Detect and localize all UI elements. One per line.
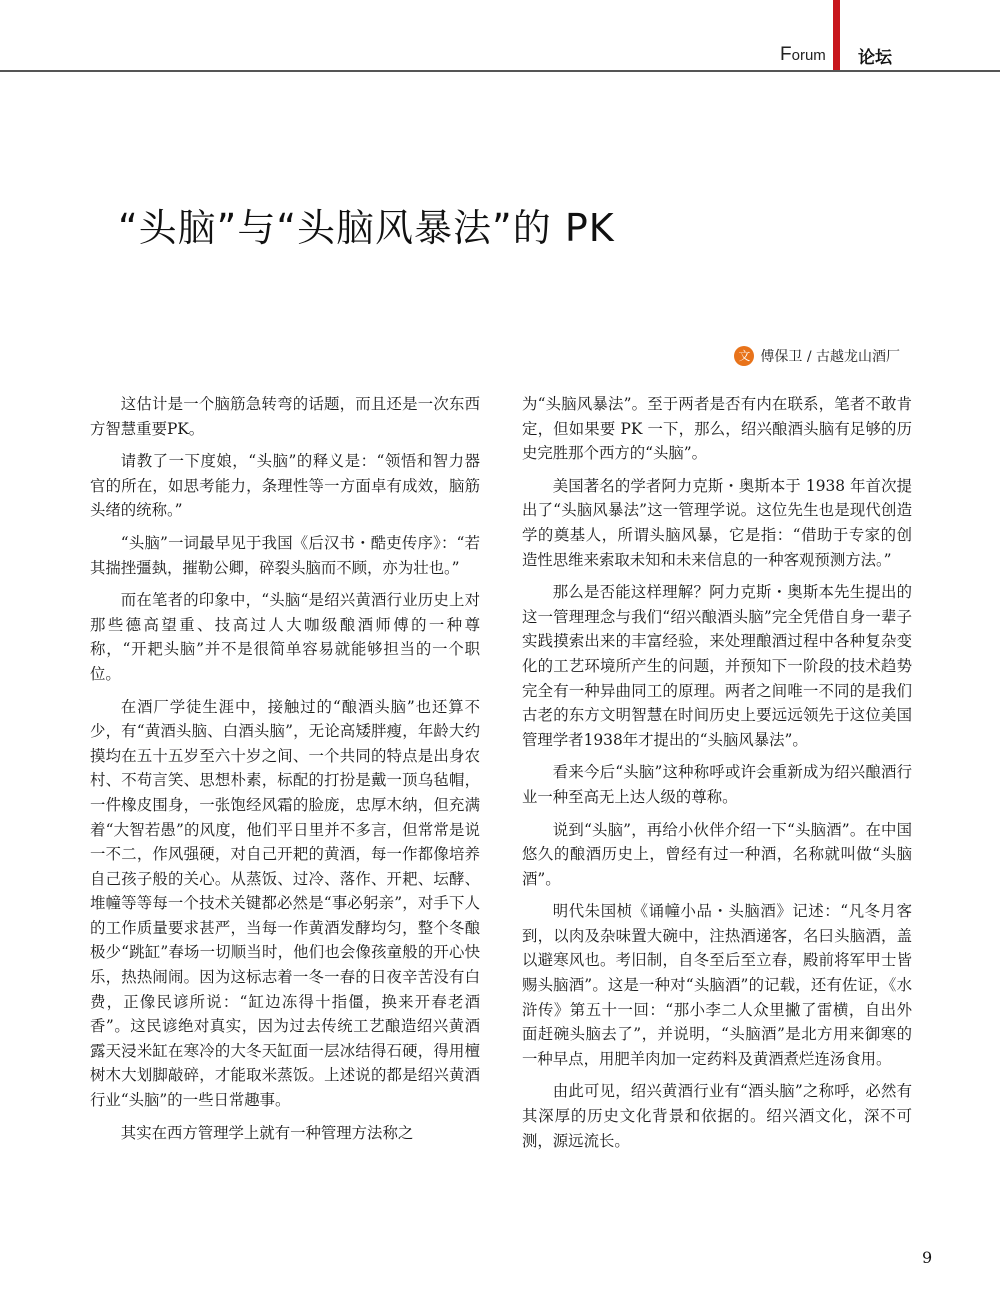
paragraph: “头脑”一词最早见于我国《后汉书・酷吏传序》：“若其揣挫彊埶，摧勒公卿，碎裂头脑而不顾，亦为壮也。” bbox=[90, 533, 480, 577]
header-rule bbox=[0, 70, 1000, 72]
paragraph: 由此可见，绍兴黄酒行业有“酒头脑”之称呼，必然有其深厚的历史文化背景和依据的。绍兴酒文化，深不可测，源远流长。 bbox=[522, 1082, 912, 1150]
byline-mark-icon: 文 bbox=[734, 346, 754, 366]
paragraph: 这估计是一个脑筋急转弯的话题，而且还是一次东西方智慧重要PK。 bbox=[90, 395, 480, 438]
body-column-right bbox=[522, 392, 912, 1161]
paragraph: 请教了一下度娘，“头脑”的释义是：“领悟和智力器官的所在，如思考能力，条理性等一方面卓有成效，脑筋头绪的统称。” bbox=[90, 452, 480, 520]
section-label-cn: 论坛 bbox=[858, 48, 892, 68]
section-label-en-rest: orum bbox=[791, 47, 826, 64]
article-title: “头脑”与“头脑风暴法”的 PK bbox=[118, 206, 615, 251]
paragraph: 美国著名的学者阿力克斯・奥斯本于 1938 年首次提出了“头脑风暴法”这一管理学说。这位先生也是现代创造学的奠基人，所谓头脑风暴，它是指：“借助于专家的创造性思维来索取未知和未来信息的一种客观预测方法。” bbox=[522, 476, 912, 569]
section-label-en bbox=[780, 44, 826, 66]
byline-author: 傅保卫 / 古越龙山酒厂 bbox=[760, 349, 900, 365]
body-column-left bbox=[90, 392, 480, 1153]
paragraph: 看来今后“头脑”这种称呼或许会重新成为绍兴酿酒行业一种至高无上达人级的尊称。 bbox=[522, 763, 912, 806]
paragraph: 说到“头脑”，再给小伙伴介绍一下“头脑酒”。在中国悠久的酿酒历史上，曾经有过一种酒，名称就叫做“头脑酒”。 bbox=[522, 820, 912, 888]
paragraph: 明代朱国桢《诵幢小品・头脑酒》记述：“凡冬月客到，以肉及杂味置大碗中，注热酒递客，名曰头脑酒，盖以避寒风也。考旧制，自冬至后至立春，殿前将军甲士皆赐头脑酒”。这是一种对“头脑酒”的记载，还有佐证，《水浒传》第五十一回：“那小李二人众里撇了雷横，自出外面赶碗头脑去了”，并说明，“头脑酒”是北方用来御寒的一种早点，用肥羊肉加一定药料及黄酒煮烂连汤食用。 bbox=[522, 902, 912, 1068]
paragraph-continued: 为“头脑风暴法”。至于两者是否有内在联系，笔者不敢肯定，但如果要 PK 一下，那么，绍兴酿酒头脑有足够的历史完胜那个西方的“头脑”。 bbox=[522, 395, 912, 463]
byline bbox=[734, 346, 900, 366]
paragraph: 那么是否能这样理解？阿力克斯・奥斯本先生提出的这一管理理念与我们“绍兴酿酒头脑”完全凭借自身一辈子实践摸索出来的丰富经验，来处理酿酒过程中各种复杂变化的工艺环境所产生的问题，并预知下一阶段的技术趋势完全有一种异曲同工的原理。两者之间唯一不同的是我们古老的东方文明智慧在时间历史上要远远领先于这位美国管理学者1938年才提出的“头脑风暴法”。 bbox=[522, 583, 912, 749]
page-number: 9 bbox=[922, 1248, 933, 1267]
paragraph: 其实在西方管理学上就有一种管理方法称之 bbox=[120, 1123, 414, 1142]
header-accent-bar bbox=[833, 0, 840, 72]
paragraph: 而在笔者的印象中，“头脑“是绍兴黄酒行业历史上对那些德高望重、技高过人大咖级酿酒师傅的一种尊称，“开耙头脑”并不是很简单容易就能够担当的一个职位。 bbox=[90, 591, 480, 683]
paragraph: 在酒厂学徒生涯中，接触过的“酿酒头脑”也还算不少，有“黄酒头脑、白酒头脑”，无论高矮胖瘦，年龄大约摸均在五十五岁至六十岁之间、一个共同的特点是出身农村、不苟言笑、思想朴素，标配的打扮是戴一顶乌毡帽，一件橡皮围身，一张饱经风霜的脸庞，忠厚木纳，但充满着“大智若愚”的风度，他们平日里并不多言，但常常是说一不二，作风强硬，对自己开耙的黄酒，每一作都像培养自己孩子般的关心。从蒸饭、过冷、落作、开耙、坛酵、堆幢等等每一个技术关键都必然是“事必躬亲”，对手下人的工作质量要求甚严，当每一作黄酒发酵均匀，整个冬酿极少“跳缸”春场一切顺当时，他们也会像孩童般的开心快乐，热热闹闹。因为这标志着一冬一春的日夜辛苦没有白费，正像民谚所说：“缸边冻得十指僵，换来开春老酒香”。这民谚绝对真实，因为过去传统工艺酿造绍兴黄酒露天浸米缸在寒冷的大冬天缸面一层冰结得石硬，得用檀树木大划脚敲碎，才能取米蒸饭。上述说的都是绍兴黄酒行业“头脑”的一些日常趣事。 bbox=[90, 697, 480, 1110]
section-label-en-initial: F bbox=[780, 44, 792, 65]
